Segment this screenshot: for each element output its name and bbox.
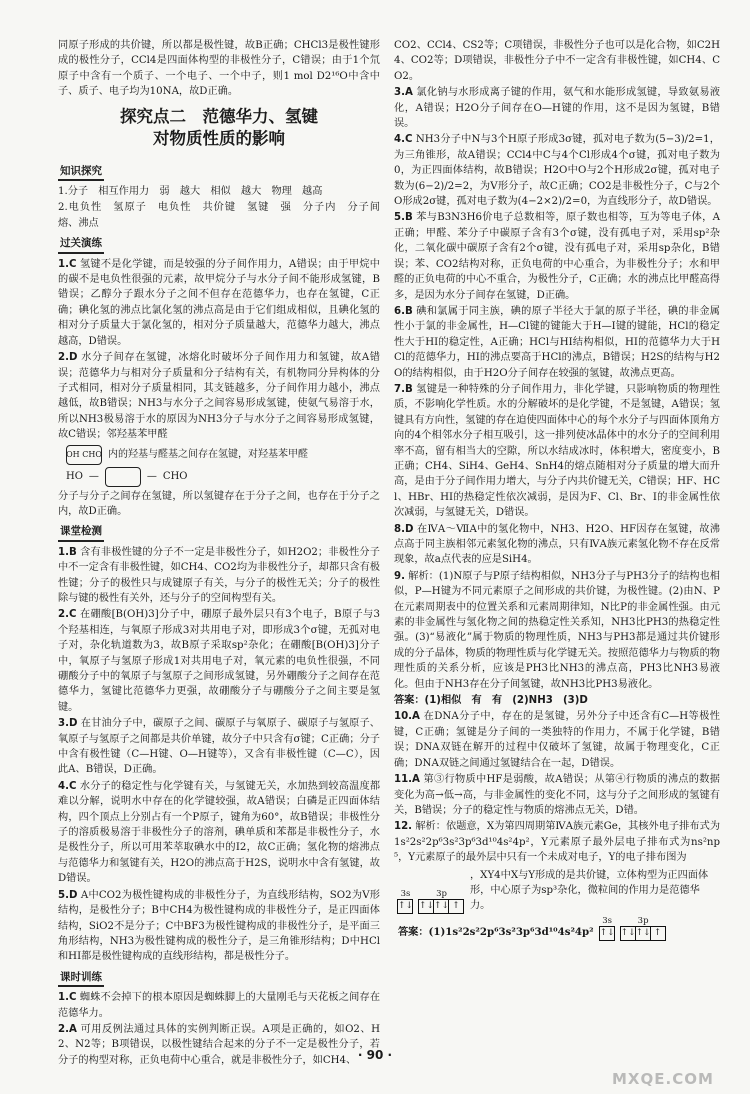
orbital-box: ↑↓ — [635, 926, 651, 941]
watermark: MXQE.COM — [612, 1070, 714, 1088]
item-number: 2.D — [58, 352, 78, 364]
orbital-box: ↑ — [448, 899, 464, 914]
orbital-box: ↑↓ — [599, 926, 615, 941]
answer-item: 6.B 碘和氯属于同主族，碘的原子半径大于氯的原子半径，碘的非金属性小于氯的非金属性，H—Cl键的键能大于H—I键的键能，HCl的稳定性大于HI的稳定性，A正确；HCl与HI结构相似，HI的范德华力大于HCl的范德华力，HI的沸点要高于HCl的沸点，B错误；H2S的结构与H2O的结构相似，由于H2O分子间存在较强的氢键，故沸点更高。 — [394, 305, 720, 379]
answer-item: 9. 解析：(1)N原子与P原子结构相似，NH3分子与PH3分子的结构也相似，P—H键为不同元素原子之间形成的共价键，为极性键。(2)由N、P在元素周期表中的位置关系和元素周期律知，N比P的非金属性强。由元素的非金属性与氢化物之间的热稳定性关系知，NH3比PH3的热稳定性强。(3)“易液化”属于物质的物理性质，NH3与PH3都是通过共价键形成的分子晶体，物质的物理性质与化学键无关。按照范德华力与物质的物理性质的关系分析，应该是PH3比NH3的沸点高，PH3比NH3易液化。但由于NH3存在分子间氢键，故NH3比PH3易液化。 — [394, 570, 720, 690]
orbital-diagram — [398, 868, 720, 914]
structure-formula-1 — [66, 445, 380, 465]
practice-item — [58, 350, 380, 442]
item-text: 水分子间存在氢键，冰熔化时破坏分子间作用力和氢键，故A错误；范德华力与相对分子质量和分子结构有关，有机物同分异构体的分子式相同，相对分子质量相同，其支链越多，分子间作用力越小，沸点越低，故B错误；NH3与水分子之间容易形成氢键，使氨气易溶于水，所以NH3极易溶于水的原因为NH3分子与水分子之间容易形成氢键，故C错误；邻羟基苯甲醛 — [58, 352, 380, 441]
answer-item: 3.A 氯化钠与水形成离子键的作用，氨气和水能形成氢键，导致氨易液化，A错误；H2O分子间存在O—H键的作用，这不是因为氢键，B错误。 — [394, 87, 720, 130]
section-label-classcheck: 课堂检测 — [58, 524, 104, 541]
orbital-3s: 3s ↑↓ — [600, 916, 615, 941]
heading-line-1: 探究点二 范德华力、氢键 — [120, 106, 318, 126]
class-item: 4.C 水分子的稳定性与化学键有关，与氢键无关，水加热到较高温度都难以分解，说明水中存在的化学键较强，故A错误；白磷是正四面体结构，四个顶点上分别占有一个P原子，键角为60°，故B错误；非极性分子的溶质极易溶于非极性分子的溶剂，碘单质和苯都是非极性分子，水是极性分子，所以可用苯萃取碘水中的I2，故C正确；氢化物的熔沸点与范德华力和氢键有关，H2O的沸点高于H2S，说明水中含有氢键，故D错误。 — [58, 780, 381, 885]
class-item: 1.B 含有非极性键的分子不一定是非极性分子，如H2O2；非极性分子中不一定含有非极性键，如CH4、CO2均为非极性分子，却都只含有极性键；分子的极性只与成键原子有关，与分子的极性无关；分子的极性除与键的极性有关外，还与分子的空间构型有关。 — [58, 546, 380, 604]
left-column — [58, 38, 391, 1069]
orbital-3s: 3s ↑↓ — [398, 889, 413, 914]
item-text: 内的羟基与醛基之间存在氢键，对羟基苯甲醛 — [108, 448, 308, 460]
section-heading — [58, 106, 380, 150]
benzene-ring-icon — [105, 467, 141, 487]
item-number: 1.C — [58, 258, 77, 270]
benzene-ring-icon: OH CHO — [66, 445, 102, 465]
answer-item: 7.B 氢键是一种特殊的分子间作用力，非化学键，只影响物质的物理性质，不影响化学性质。水的分解破坏的是化学键，不是氢键，A错误；氢键具有方向性，氢键的存在迫使四面体中心的每个水分子与四面体顶角方向的4个相邻水分子相互吸引，这一排列使冰晶体中的水分子的空间利用率不高，留有相当大的空隙，所以水结成冰时，体积增大，密度变小，B正确；CH4、SiH4、GeH4、SnH4的熔点随相对分子质量的增大而升高，是由于分子间作用力增大，与分子内共价键无关，C错误；HF、HCl、HBr、HI的热稳定性依次减弱，是因为F、Cl、Br、I的非金属性依次减弱，与氢键无关，D错误。 — [394, 383, 720, 519]
class-item: 5.D A中CO2为极性键构成的非极性分子，为直线形结构，SO2为V形结构，是极性分子；B中CH4为极性键构成的非极性分子，是正四面体结构，SiO2不是分子；C中BF3为极性键构成的非极性分子，是平面三角形结构，NH3为极性键构成的极性分子，是三角锥形结构；D中HCl和HI都是极性键构成的直线形结构，都是极性分子。 — [58, 889, 380, 963]
structure-formula-2: HO — — CHO — [66, 467, 380, 487]
answer-item: 12. 解析：依题意，X为第四周期第ⅣA族元素Ge，其核外电子排布式为1s²2s²2p⁶3s²3p⁶3d¹⁰4s²4p²，Y元素原子最外层电子排布式为ns²np⁵，Y元素原子的最外层中只有一个未成对电子，Y的电子排布图为 — [394, 821, 721, 864]
item-text: ，XY4中X与Y形成的是共价键，立体构型为正四面体形，中心原子为sp³杂化，微粒间的作用力是范德华力。 — [470, 869, 709, 912]
practice-item — [58, 257, 380, 349]
homework-item: 2.A 可用反例法通过具体的实例判断正误。A项是正确的，如O2、H2、N2等；B项错误，以极性键结合起来的分子不一定是极性分子，若分子的构型对称，正负电荷中心重合，就是非极性分子，如CH4、 — [58, 1023, 380, 1066]
section-label-practice: 过关演练 — [58, 236, 104, 253]
orbital-3p: 3p ↑↓ ↑↓ ↑ — [621, 916, 666, 941]
homework-item: 1.C 蜘蛛不会掉下的根本原因是蜘蛛脚上的大量刚毛与天花板之间存在范德华力。 — [58, 992, 381, 1019]
class-item: 2.C 在硼酸[B(OH)3]分子中，硼原子最外层只有3个电子，B原子与3个羟基相连，与氧原子形成3对共用电子对，即形成3个σ键，无孤对电子对，杂化轨道数为3，故B原子采取sp²杂化；在硼酸[B(OH)3]分子中，氧原子与氢原子形成1对共用电子对，氧元素的电负性很强，不同硼酸分子中的氧原子与氢原子之间形成氢键，另外硼酸分子之间存在范德华力，氢键比范德华力更强，故硼酸分子与硼酸分子之间主要是氢键。 — [58, 609, 380, 713]
answer-text: 答案：(1)1s²2s²2p⁶3s²3p⁶3d¹⁰4s²4p² — [398, 926, 594, 939]
page-number: · 90 · — [357, 1048, 393, 1062]
formula-group-label: CHO — [162, 470, 188, 482]
right-column — [394, 38, 720, 943]
answer-orbital-row — [398, 916, 720, 941]
knowledge-line: 1.分子 相互作用力 弱 越大 相似 越大 物理 越高 — [58, 186, 323, 198]
answer-item: 答案：(1)相似 有 有 (2)NH3 (3)D — [394, 695, 588, 707]
practice-item — [58, 489, 380, 520]
section-label-homework: 课时训练 — [58, 970, 104, 987]
answer-item: 8.D 在ⅣA～ⅦA中的氢化物中，NH3、H2O、HF因存在氢键，故沸点高于同主族相邻元素氢化物的沸点，只有ⅣA族元素氢化物不存在反常现象，故a点代表的应是SiH4。 — [394, 523, 720, 566]
answer-item: 5.B 苯与B3N3H6价电子总数相等，原子数也相等，互为等电子体，A正确；甲醛、苯分子中碳原子含有3个σ键，没有孤电子对，采用sp²杂化，二氧化碳中碳原子含有2个σ键，没有孤电子对，采用sp杂化，B错误；苯、CO2结构对称，正负电荷的中心重合，为非极性分子；水和甲醛的正负电荷的中心不重合，为极性分子，C正确；水的沸点比甲醛高得多，是因为水分子间存在氢键，D正确。 — [394, 212, 720, 301]
orbital-box: ↑↓ — [433, 899, 449, 914]
orbital-box: ↑↓ — [397, 899, 413, 914]
orbital-box: ↑↓ — [620, 926, 636, 941]
answer-item: 10.A 在DNA分子中，存在的是氢键，另外分子中还含有C—H等极性键，C正确；氢键是分子间的一类独特的作用力，不属于化学键，B错误；DNA双链在解开的过程中仅破坏了氢键，故属于物理变化，C正确；DNA双链之间通过氢键结合在一起，D错误。 — [394, 711, 720, 769]
knowledge-line: 2.电负性 氢原子 电负性 共价键 氢键 强 分子内 分子间 熔、沸点 — [58, 202, 391, 229]
formula-group-label: HO — [66, 470, 83, 482]
orbital-box: ↑ — [650, 926, 666, 941]
orbital-box: ↑↓ — [418, 899, 434, 914]
answer-item: CO2、CCl4、CS2等；C项错误，非极性分子也可以是化合物，如C2H4、CO2等；D项错误，非极性分子中不一定含有非极性键，如CH4、CO2。 — [394, 40, 720, 82]
class-item: 3.D 在甘油分子中，碳原子之间、碳原子与氧原子、碳原子与氢原子、氧原子与氢原子之间都是共价单键，故分子中只含有σ键；C正确；分子中含有极性键（C—H键、O—H键等），又含有非极性键（C—C），因此A、B错误，D正确。 — [58, 718, 380, 776]
answer-item: 4.C NH3分子中N与3个H原子形成3σ键，孤对电子数为(5−3)/2=1，为三角锥形，故A错误；CCl4中C与4个Cl形成4个σ键，孤对电子数为0，为正四面体结构，故B错误；H2O中O与2个H形成2σ键，孤对电子数为(6−2)/2=2，为V形分子，故C正确；CO2是非极性分子，C与2个O形成2σ键，孤对电子数为(4−2×2)/2=0，为直线形分子，故D错误。 — [394, 134, 720, 208]
item-text: 氢键不是化学键，而是较强的分子间作用力，A错误；由于甲烷中的碳不是电负性很强的元素，故甲烷分子与水分子间不能形成氢键，B错误；乙醇分子跟水分子之间不但存在范德华力，也存在氢键，C正确；碘化氢的沸点比氯化氢的沸点高是由于它们组成相似，且碘化氢的相对分子质量大于氯化氢的，相对分子质量越大，范德华力越大，沸点越高，D错误。 — [58, 258, 380, 347]
answer-item: 11.A 第③行物质中HF是弱酸，故A错误；从第④行物质的沸点的数据变化为高→低→高，与非金属性的变化不同，这与分子之间形成的氢键有关，B错误；分子的稳定性与物质的熔沸点无关，D错。 — [394, 774, 720, 816]
item-text: 分子与分子之间存在氢键，所以氢键存在于分子之间，也存在于分子之内，故D正确。 — [58, 490, 380, 517]
heading-line-2: 对物质性质的影响 — [153, 128, 285, 148]
orbital-3p: 3p ↑↓ ↑↓ ↑ — [419, 889, 464, 914]
section-label-knowledge: 知识探究 — [58, 164, 104, 181]
intro-paragraph: 同原子形成的共价键，所以都是极性键，故B正确；CHCl3是极性键形成的极性分子，CCl4是四面体构型的非极性分子，C错误；由于1个氘原子中含有一个质子、一个电子、一个中子，则1 mol D2¹⁶O中含中子、质子、电子均为10NA，故D正确。 — [58, 40, 380, 98]
